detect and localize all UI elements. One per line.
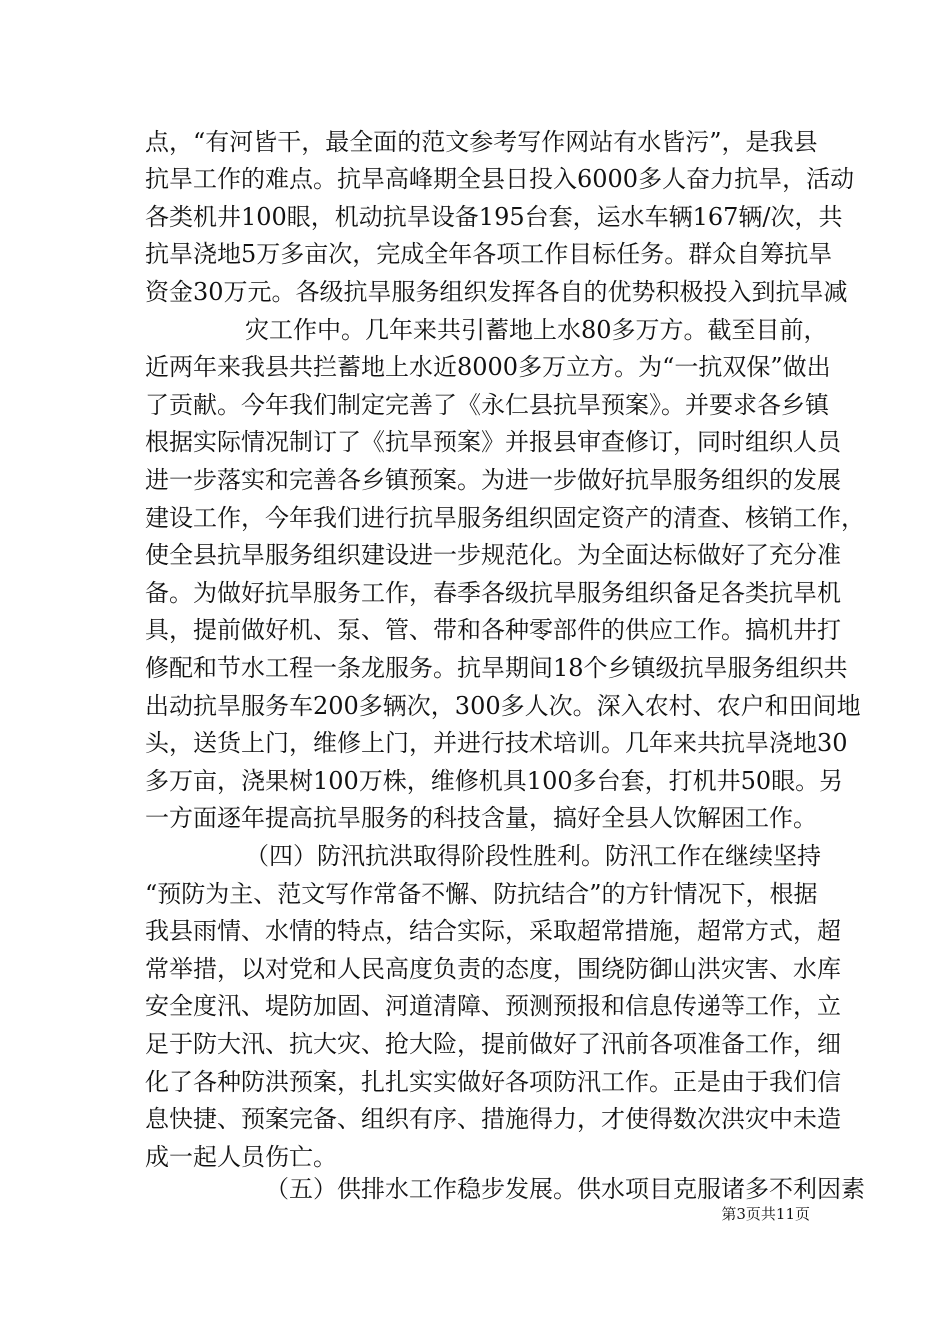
body-line: 息快捷、预案完备、组织有序、措施得力，才使得数次洪灾中未造	[145, 1105, 841, 1133]
section-heading-line: （五）供排水工作稳步发展。供水项目克服诸多不利因素	[265, 1175, 865, 1203]
body-line: 资金30万元。各级抗旱服务组织发挥各自的优势积极投入到抗旱减	[145, 278, 848, 306]
body-line: 修配和节水工程一条龙服务。抗旱期间18个乡镇级抗旱服务组织共	[145, 654, 848, 682]
body-line: 各类机井100眼，机动抗旱设备195台套，运水车辆167辆/次，共	[145, 203, 843, 231]
body-line: 进一步落实和完善各乡镇预案。为进一步做好抗旱服务组织的发展	[145, 466, 841, 494]
body-line: 头，送货上门，维修上门，并进行技术培训。几年来共抗旱浇地30	[145, 729, 848, 757]
body-line: 我县雨情、水情的特点，结合实际，采取超常措施，超常方式，超	[145, 917, 841, 945]
body-line: 一方面逐年提高抗旱服务的科技含量，搞好全县人饮解困工作。	[145, 804, 817, 832]
section-heading-line: （四）防汛抗洪取得阶段性胜利。防汛工作在继续坚持	[245, 842, 821, 870]
body-line: 了贡献。今年我们制定完善了《永仁县抗旱预案》。并要求各乡镇	[145, 391, 829, 419]
body-line: 近两年来我县共拦蓄地上水近8000多万立方。为“一抗双保”做出	[145, 353, 831, 381]
body-line: 多万亩，浇果树100万株，维修机具100多台套，打机井50眼。另	[145, 767, 844, 795]
body-line: “预防为主、范文写作常备不懈、防抗结合”的方针情况下，根据	[145, 880, 818, 908]
body-line: 成一起人员伤亡。	[145, 1143, 337, 1171]
body-line: 常举措，以对党和人民高度负责的态度，围绕防御山洪灾害、水库	[145, 955, 841, 983]
body-line: 抗旱工作的难点。抗旱高峰期全县日投入6000多人奋力抗旱，活动	[145, 165, 855, 193]
body-line: 出动抗旱服务车200多辆次，300多人次。深入农村、农户和田间地	[145, 692, 861, 720]
body-line: 根据实际情况制订了《抗旱预案》并报县审查修订，同时组织人员	[145, 428, 841, 456]
body-line: 具，提前做好机、泵、管、带和各种零部件的供应工作。搞机井打	[145, 616, 841, 644]
body-line: 足于防大汛、抗大灾、抢大险，提前做好了汛前各项准备工作，细	[145, 1030, 841, 1058]
body-line: 使全县抗旱服务组织建设进一步规范化。为全面达标做好了充分准	[145, 541, 841, 569]
page-number: 第3页共11页	[721, 1205, 810, 1223]
body-line: 点，“有河皆干，最全面的范文参考写作网站有水皆污”，是我县	[145, 128, 818, 156]
body-line: 备。为做好抗旱服务工作，春季各级抗旱服务组织备足各类抗旱机	[145, 579, 841, 607]
body-line: 灾工作中。几年来共引蓄地上水80多万方。截至目前，	[245, 316, 828, 344]
body-line: 安全度汛、堤防加固、河道清障、预测预报和信息传递等工作，立	[145, 992, 841, 1020]
body-line: 建设工作，今年我们进行抗旱服务组织固定资产的清查、核销工作，	[145, 504, 865, 532]
body-line: 化了各种防洪预案，扎扎实实做好各项防汛工作。正是由于我们信	[145, 1068, 841, 1096]
body-line: 抗旱浇地5万多亩次，完成全年各项工作目标任务。群众自筹抗旱	[145, 240, 833, 268]
